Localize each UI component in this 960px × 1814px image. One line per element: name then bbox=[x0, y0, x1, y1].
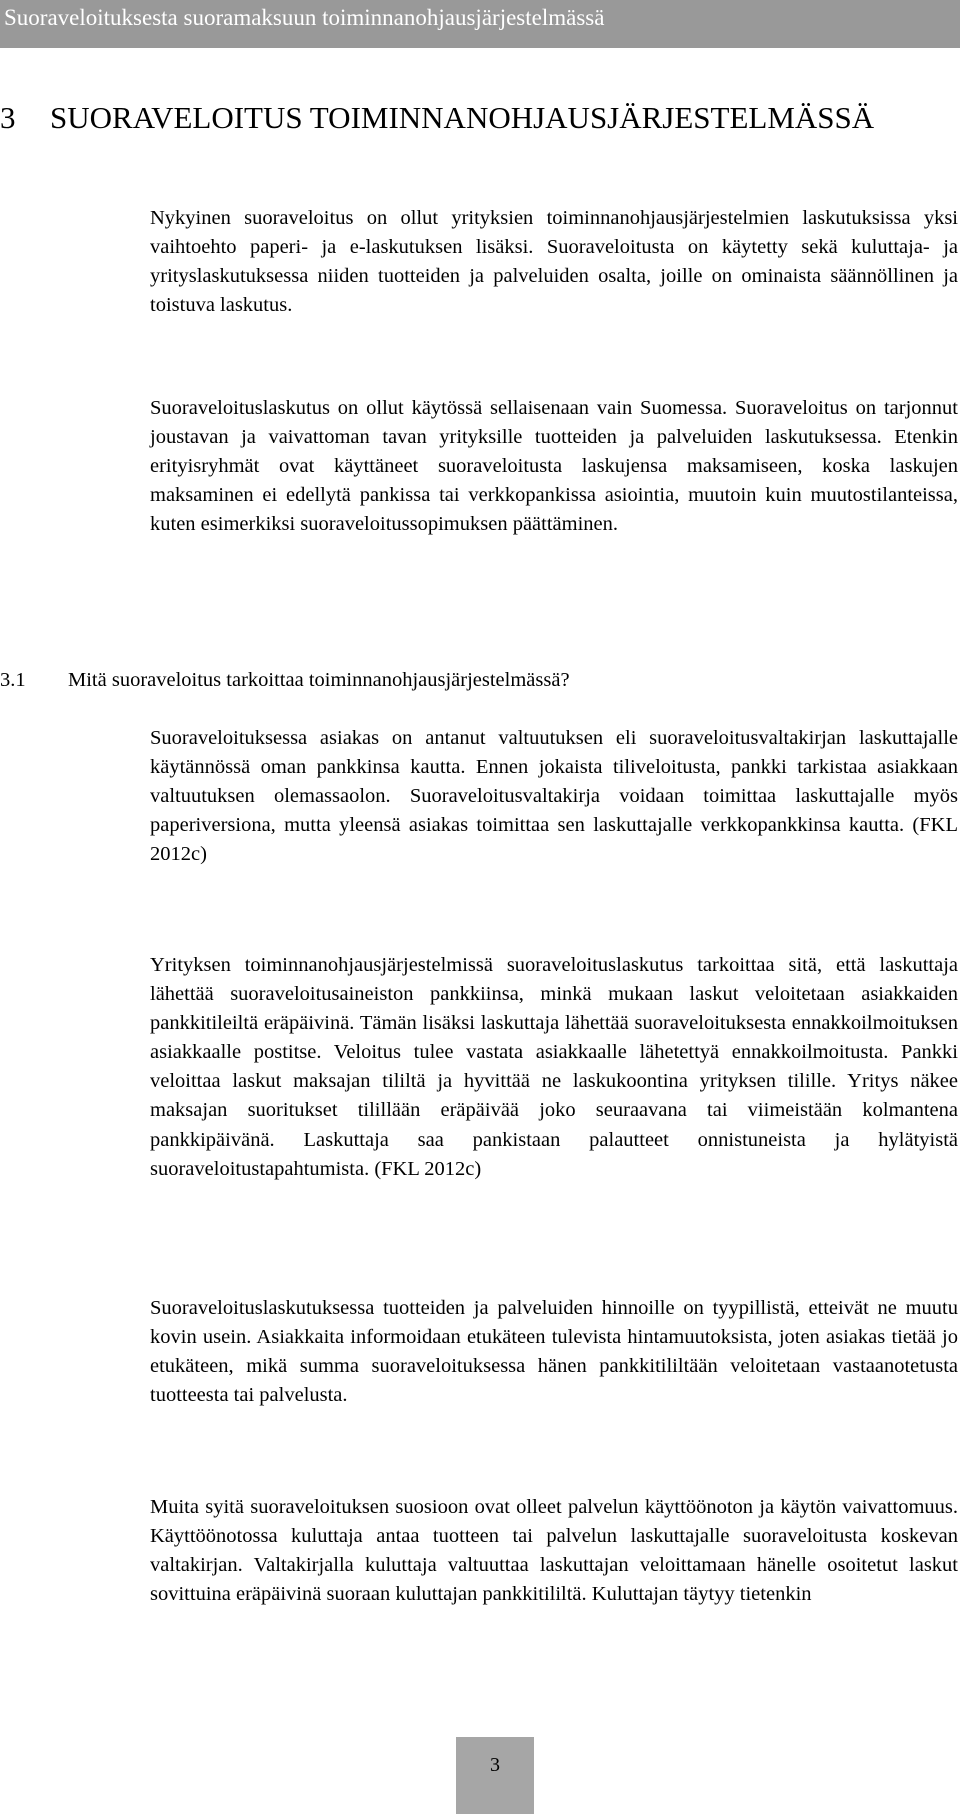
section-heading bbox=[0, 666, 960, 695]
chapter-number: 3 bbox=[0, 100, 16, 135]
section-number: 3.1 bbox=[0, 669, 26, 691]
section-paragraph-1: Suoraveloituksessa asiakas on antanut valtuutuksen eli suoraveloitusvaltakirjan laskuttajalle käytännössä oman pankkinsa kautta. Ennen jokaista tiliveloitusta, pankki tarkistaa asiakkaan valtuutuksen olemassaolon. Suoraveloitusvaltakirja voidaan toimittaa laskuttajalle myös paperiversiona, mutta yleensä asiakas toimittaa sen laskuttajalle verkkopankkinsa kautta. (FKL 2012c) bbox=[150, 727, 958, 866]
section-paragraph-3: Suoraveloituslaskutuksessa tuotteiden ja palveluiden hinnoille on tyypillistä, etteivät ne muutu kovin usein. Asiakkaita informoidaan etukäteen tulevista hintamuutoksista, joten asiakas tietää jo etukäteen, mikä summa suoraveloituksessa hänen pankkitililtään veloitetaan vastaanotetusta tuotteesta tai palvelusta. bbox=[150, 1297, 958, 1407]
running-header: Suoraveloituksesta suoramaksuun toiminnanohjausjärjestelmässä bbox=[0, 0, 960, 48]
intro-paragraph-2: Suoraveloituslaskutus on ollut käytössä sellaisenaan vain Suomessa. Suoraveloitus on tarjonnut joustavan ja vaivattoman tavan yrityksille tuotteiden ja palveluiden laskutuksessa. Etenkin erityisryhmät ovat käyttäneet suoraveloitusta laskujensa maksamiseen, koska laskujen maksaminen ei edellytä pankissa tai verkkopankissa asiointia, muutoin kuin muutostilanteissa, kuten esimerkiksi suoraveloitussopimuksen päättäminen. bbox=[150, 397, 958, 536]
intro-paragraph-1: Nykyinen suoraveloitus on ollut yrityksien toiminnanohjausjärjestelmien laskutuksissa yksi vaihtoehto paperi- ja e-laskutuksen lisäksi. Suoraveloitusta on käytetty sekä kuluttaja- ja yrityslaskutuksessa niiden tuotteiden ja palveluiden osalta, joille on ominaista säännöllinen ja toistuva laskutus. bbox=[150, 207, 958, 317]
page-number: 3 bbox=[456, 1737, 534, 1814]
chapter-heading bbox=[0, 98, 960, 138]
section-title: Mitä suoraveloitus tarkoittaa toiminnanohjausjärjestelmässä? bbox=[68, 669, 570, 691]
section-paragraph-4: Muita syitä suoraveloituksen suosioon ovat olleet palvelun käyttöönoton ja käytön vaivattomuus. Käyttöönotossa kuluttaja antaa tuotteen tai palvelun laskuttajalle suoraveloitusta koskevan valtakirjan. Valtakirjalla kuluttaja valtuuttaa laskuttajan veloittamaan hänelle osoitetut laskut sovittuina eräpäivinä suoraan kuluttajan pankkitililtä. Kuluttajan täytyy tietenkin bbox=[150, 1496, 958, 1606]
chapter-title: SUORAVELOITUS TOIMINNANOHJAUSJÄRJESTELMÄSSÄ bbox=[50, 100, 875, 135]
section-paragraph-2: Yrityksen toiminnanohjausjärjestelmissä suoraveloituslaskutus tarkoittaa sitä, että laskuttaja lähettää suoraveloitusaineiston pankkiinsa, minkä mukaan laskut veloitetaan asiakkaiden pankkitileiltä eräpäivinä. Tämän lisäksi laskuttaja lähettää suoraveloituksesta ennakkoilmoituksen asiakkaalle postitse. Veloitus tulee vastata asiakkaalle lähetettyä ennakkoilmoitusta. Pankki veloittaa laskut maksajan tililtä ja hyvittää ne laskukoontina yrityksen tilille. Yritys näkee maksajan suoritukset tilillään eräpäivää joko seuraavana tai viimeistään kolmantena pankkipäivänä. Laskuttaja saa pankistaan palautteet onnistuneista ja hylätyistä suoraveloitustapahtumista. (FKL 2012c) bbox=[150, 954, 958, 1180]
